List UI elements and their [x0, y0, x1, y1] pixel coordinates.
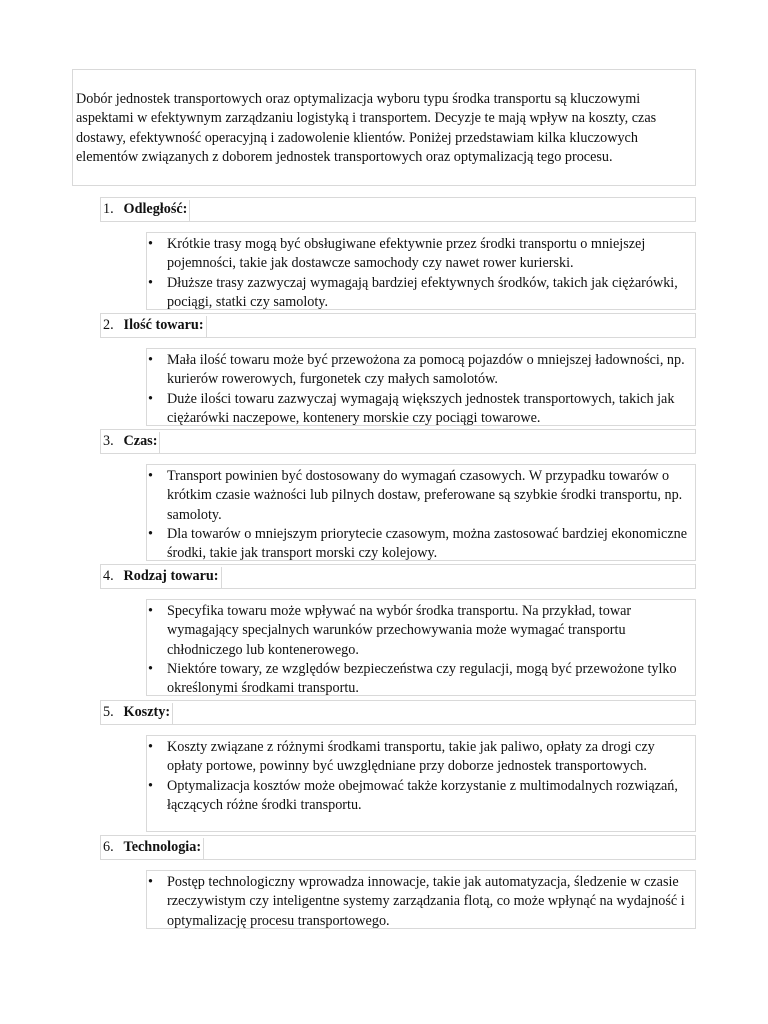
section-heading-rodzaj-towaru	[100, 564, 696, 589]
section-heading-technologia	[100, 835, 696, 860]
section-title: Ilość towaru:	[124, 316, 207, 337]
section-title: Odległość:	[124, 200, 191, 221]
section-number: 3.	[103, 433, 114, 449]
section-title: Technologia:	[124, 838, 205, 859]
list-item: • Mała ilość towaru może być przewożona za pomocą pojazdów o mniejszej ładowności, np. kurierów rowerowych, furgonetek czy małych samolotów.	[167, 351, 689, 390]
section-heading-odleglosc	[100, 197, 696, 222]
list-item: • Transport powinien być dostosowany do wymagań czasowych. W przypadku towarów o krótkim czasie ważności lub pilnych dostaw, preferowane są szybkie środki transportu, np. samoloty.	[167, 467, 689, 525]
intro-paragraph: Dobór jednostek transportowych oraz optymalizacja wyboru typu środka transportu są kluczowymi aspektami w efektywnym zarządzaniu logistyką i transportem. Decyzje te mają wpływ na koszty, czas dostawy, efektywność operacyjną i zadowolenie klientów. Poniżej przedstawiam kilka kluczowych elementów związanych z doborem jednostek transportowych oraz optymalizacją tego procesu.	[72, 69, 696, 186]
section-number: 1.	[103, 201, 114, 217]
section-number: 6.	[103, 839, 114, 855]
section-title: Koszty:	[124, 703, 174, 724]
section-number: 5.	[103, 704, 114, 720]
list-item: • Duże ilości towaru zazwyczaj wymagają większych jednostek transportowych, takich jak ciężarówki naczepowe, kontenery morskie czy pociągi towarowe.	[167, 390, 689, 429]
bullet-list-koszty	[146, 735, 696, 832]
section-title: Rodzaj towaru:	[124, 567, 222, 588]
list-item: • Specyfika towaru może wpływać na wybór środka transportu. Na przykład, towar wymagający specjalnych warunków przechowywania może wymagać transportu chłodniczego lub kontenerowego.	[167, 602, 689, 660]
bullet-list-rodzaj-towaru	[146, 599, 696, 696]
section-number: 4.	[103, 568, 114, 584]
section-heading-koszty	[100, 700, 696, 725]
list-item: • Niektóre towary, ze względów bezpieczeństwa czy regulacji, mogą być przewożone tylko określonymi środkami transportu.	[167, 660, 689, 699]
section-title: Czas:	[124, 432, 161, 453]
bullet-list-odleglosc	[146, 232, 696, 310]
list-item: • Postęp technologiczny wprowadza innowacje, takie jak automatyzacja, śledzenie w czasie rzeczywistym czy inteligentne systemy zarządzania flotą, co może wpłynąć na wydajność i optymalizację procesu transportowego.	[167, 873, 689, 931]
section-heading-czas	[100, 429, 696, 454]
section-heading-ilosc-towaru	[100, 313, 696, 338]
list-item: • Koszty związane z różnymi środkami transportu, takie jak paliwo, opłaty za drogi czy opłaty portowe, powinny być uwzględniane przy doborze jednostek transportowych.	[167, 738, 689, 777]
list-item: • Dla towarów o mniejszym priorytecie czasowym, można zastosować bardziej ekonomiczne środki, takie jak transport morski czy kolejowy.	[167, 525, 689, 564]
list-item: • Dłuższe trasy zazwyczaj wymagają bardziej efektywnych środków, takich jak ciężarówki, pociągi, statki czy samoloty.	[167, 274, 689, 313]
bullet-list-technologia	[146, 870, 696, 929]
section-number: 2.	[103, 317, 114, 333]
bullet-list-ilosc-towaru	[146, 348, 696, 426]
bullet-list-czas	[146, 464, 696, 561]
list-item: • Optymalizacja kosztów może obejmować także korzystanie z multimodalnych rozwiązań, łączących różne środki transportu.	[167, 777, 689, 816]
list-item: • Krótkie trasy mogą być obsługiwane efektywnie przez środki transportu o mniejszej pojemności, takie jak dostawcze samochody czy nawet rower kurierski.	[167, 235, 689, 274]
